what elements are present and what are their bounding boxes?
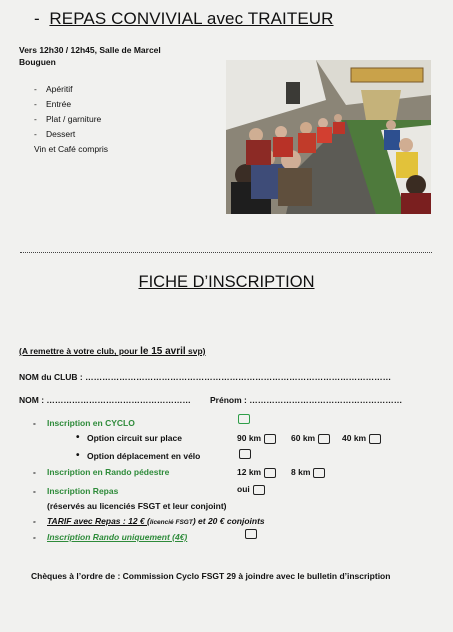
cyclo-label: Inscription en CYCLO [47, 418, 135, 428]
form-title [0, 273, 453, 292]
cyclo-option [47, 418, 135, 428]
rando-only-option [47, 532, 187, 542]
km-60-checkbox[interactable] [318, 434, 330, 444]
rando-label: Inscription en Rando pédestre [47, 467, 170, 477]
menu-item: - Apéritif [34, 82, 108, 97]
cheques-note: Chèques à l’ordre de : Commission Cyclo FSGT 29 à joindre avec le bulletin d’inscription [31, 571, 391, 581]
km-60-label: 60 km [291, 433, 316, 443]
repas-option [47, 486, 118, 496]
rando-only-label: Inscription Rando uniquement (4€) [47, 532, 188, 542]
event-location [19, 44, 219, 68]
deplacement-option [87, 451, 200, 461]
deadline-note [19, 346, 206, 357]
km-12-label: 12 km [237, 467, 262, 477]
km-40-label: 40 km [342, 433, 367, 443]
km-40-checkbox[interactable] [369, 434, 381, 444]
title-text: REPAS CONVIVIAL avec TRAITEUR [49, 9, 334, 28]
cyclo-checkbox[interactable] [238, 414, 250, 424]
km-12-checkbox[interactable] [264, 468, 276, 478]
tarif-line [47, 516, 265, 526]
banquet-photo [226, 60, 431, 214]
form-title-text: FICHE D’INSCRIPTION [138, 273, 315, 291]
page-title [34, 9, 334, 29]
banquet-photo-image [226, 60, 431, 214]
menu-item: - Plat / garniture [34, 112, 108, 127]
repas-oui-checkbox[interactable] [253, 485, 265, 495]
km-8-checkbox[interactable] [313, 468, 325, 478]
menu-item: - Dessert [34, 127, 108, 142]
last-name-field[interactable]: NOM : …………………………………………… [19, 395, 191, 405]
menu-list [34, 82, 108, 157]
deplacement-label: Option déplacement en vélo [87, 451, 201, 461]
km-12-option [237, 467, 276, 478]
repas-oui-label: oui [237, 484, 250, 494]
tarif-small: licencié FSGT [149, 519, 193, 526]
tarif-prefix: TARIF avec Repas : 12 € ( [47, 516, 150, 526]
menu-extra: Vin et Café compris [34, 144, 109, 154]
title-dash: - [34, 9, 40, 28]
km-90-label: 90 km [237, 433, 262, 443]
separator-line [20, 252, 432, 253]
first-name-field[interactable]: Prénom : ……………………………………………… [210, 395, 403, 405]
deadline-suffix: svp) [185, 346, 206, 356]
rando-only-checkbox[interactable] [245, 529, 257, 539]
location-line-2: Bouguen [19, 57, 56, 67]
deadline-date: le 15 avril [140, 346, 186, 357]
circuit-label: Option circuit sur place [87, 433, 182, 443]
reserve-note: (réservés au licenciés FSGT et leur conjoint) [47, 501, 227, 511]
repas-label: Inscription Repas [47, 486, 119, 496]
km-8-option [291, 467, 325, 478]
club-name-field[interactable]: NOM du CLUB : ……………………………………………………………………………………………… [19, 372, 392, 382]
repas-oui-option [237, 484, 265, 495]
menu-item: - Entrée [34, 97, 108, 112]
rando-option [47, 467, 169, 477]
location-line-1: Vers 12h30 / 12h45, Salle de Marcel [19, 45, 161, 55]
km-40-option [342, 433, 381, 444]
km-8-label: 8 km [291, 467, 311, 477]
tarif-suffix: ) et 20 € conjoints [192, 516, 265, 526]
circuit-option [87, 433, 182, 443]
deadline-prefix: (A remettre à votre club, pour [19, 346, 141, 356]
km-90-option [237, 433, 276, 444]
deplacement-checkbox[interactable] [239, 449, 251, 459]
km-90-checkbox[interactable] [264, 434, 276, 444]
km-60-option [291, 433, 330, 444]
